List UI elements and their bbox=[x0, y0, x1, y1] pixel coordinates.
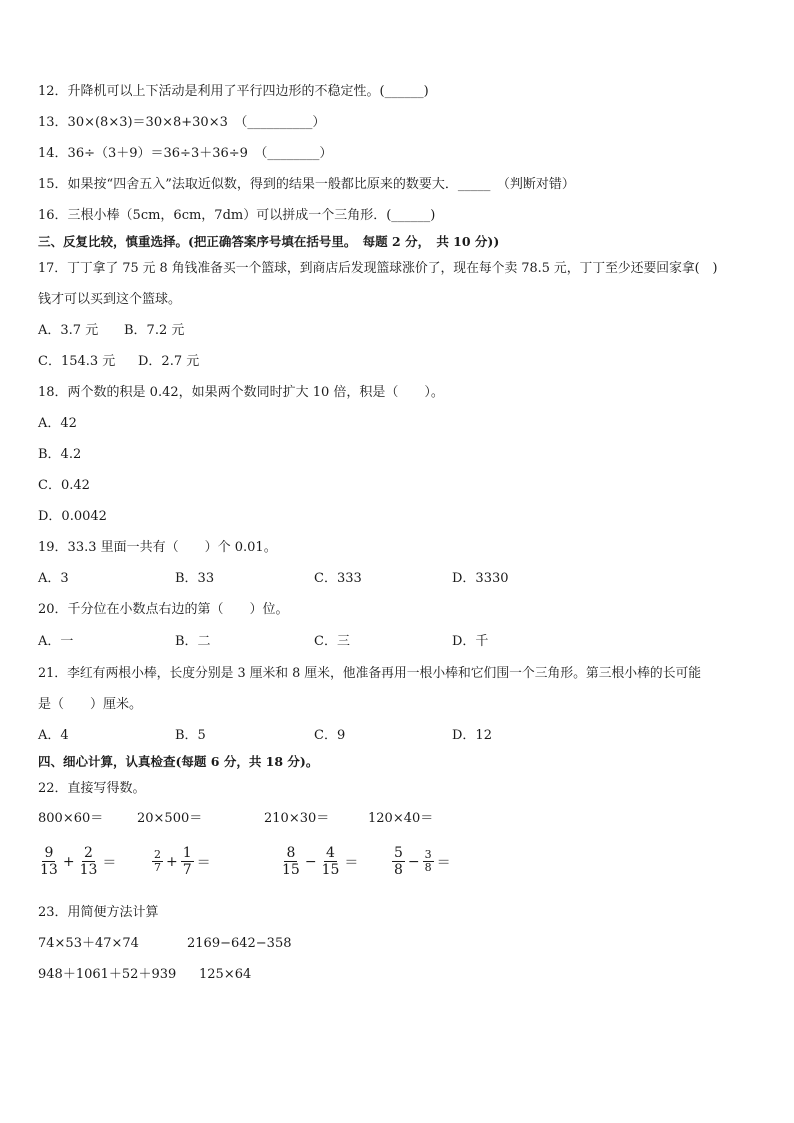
fraction: $\frac{4}{15}$ bbox=[321, 845, 340, 878]
question-13: 13．30×(8×3)＝30×8+30×3 （__________） bbox=[38, 115, 326, 130]
q18-option-c: C．0.42 bbox=[38, 478, 90, 493]
q22-expr-4: 120×40＝ bbox=[368, 811, 434, 826]
question-14: 14．36÷（3＋9）＝36÷3＋36÷9 （________） bbox=[38, 146, 333, 161]
question-15: 15．如果按“四舍五入”法取近似数，得到的结果一般都比原来的数要大．_____ （判断对错） bbox=[38, 177, 575, 192]
q19-option-d: D．3330 bbox=[452, 571, 509, 586]
q17-option-c: C．154.3 元 bbox=[38, 354, 116, 369]
q22-expr-1: 800×60＝ bbox=[38, 811, 104, 826]
question-19: 19．33.3 里面一共有（ ）个 0.01。 bbox=[38, 540, 277, 555]
question-12: 12．升降机可以上下活动是利用了平行四边形的不稳定性。(______) bbox=[38, 84, 429, 99]
question-18: 18．两个数的积是 0.42，如果两个数同时扩大 10 倍，积是（ ）。 bbox=[38, 385, 444, 400]
q21-option-a: A．4 bbox=[38, 728, 69, 743]
fraction: $\frac{8}{15}$ bbox=[282, 845, 300, 878]
q18-option-a: A．42 bbox=[38, 416, 77, 431]
question-20: 20．千分位在小数点右边的第（ ）位。 bbox=[38, 602, 289, 617]
question-22: 22．直接写得数。 bbox=[38, 781, 146, 796]
q21-option-c: C．9 bbox=[314, 728, 346, 743]
q21-option-b: B．5 bbox=[175, 728, 206, 743]
question-16: 16．三根小棒（5cm，6cm，7dm）可以拼成一个三角形．(______) bbox=[38, 208, 436, 223]
q23-expr-4: 125×64 bbox=[199, 967, 252, 982]
q22-fraction-expr-2: $\frac{2}{7}$ + $\frac{1}{7}$ ＝ bbox=[154, 845, 211, 878]
section-3-heading: 三、反复比较，慎重选择。(把正确答案序号填在括号里。 每题 2 分， 共 10 分)) bbox=[38, 234, 500, 249]
question-21-line-1: 21．李红有两根小棒，长度分别是 3 厘米和 8 厘米，他准备再用一根小棒和它们围一个三角形。第三根小棒的长可能 bbox=[38, 666, 702, 681]
q22-fraction-expr-4: $\frac{5}{8}$ − $\frac{3}{8}$ ＝ bbox=[394, 845, 451, 878]
fraction: $\frac{1}{7}$ bbox=[182, 845, 192, 878]
q17-option-b: B．7.2 元 bbox=[124, 323, 185, 338]
fraction: $\frac{3}{8}$ bbox=[424, 848, 432, 874]
question-23: 23．用简便方法计算 bbox=[38, 905, 159, 920]
q20-option-c: C．三 bbox=[314, 634, 350, 649]
q19-option-b: B．33 bbox=[175, 571, 215, 586]
q17-option-d: D．2.7 元 bbox=[138, 354, 200, 369]
q18-option-b: B．4.2 bbox=[38, 447, 82, 462]
fraction: $\frac{5}{8}$ bbox=[394, 845, 403, 878]
q22-expr-2: 20×500＝ bbox=[137, 811, 203, 826]
q19-option-a: A．3 bbox=[38, 571, 69, 586]
q22-fraction-expr-3: $\frac{8}{15}$ − $\frac{4}{15}$ ＝ bbox=[282, 845, 359, 878]
q20-option-d: D．千 bbox=[452, 634, 489, 649]
q20-option-b: B．二 bbox=[175, 634, 211, 649]
q23-expr-1: 74×53＋47×74 bbox=[38, 936, 139, 951]
q23-expr-3: 948＋1061＋52＋939 bbox=[38, 967, 177, 982]
question-17-line-1: 17．丁丁拿了 75 元 8 角钱准备买一个篮球，到商店后发现篮球涨价了，现在每个卖 78.5 元，丁丁至少还要回家拿( ) bbox=[38, 261, 718, 276]
q19-option-c: C．333 bbox=[314, 571, 362, 586]
section-4-heading: 四、细心计算，认真检查(每题 6 分，共 18 分)。 bbox=[38, 754, 319, 769]
q17-option-a: A．3.7 元 bbox=[38, 323, 99, 338]
q21-option-d: D．12 bbox=[452, 728, 492, 743]
question-17-line-2: 钱才可以买到这个篮球。 bbox=[38, 292, 182, 307]
q18-option-d: D．0.0042 bbox=[38, 509, 107, 524]
fraction: $\frac{2}{13}$ bbox=[79, 845, 98, 878]
q20-option-a: A．一 bbox=[38, 634, 74, 649]
q22-fraction-expr-1: $\frac{9}{13}$ + $\frac{2}{13}$ ＝ bbox=[40, 845, 117, 878]
fraction: $\frac{2}{7}$ bbox=[154, 848, 161, 874]
question-21-line-2: 是（ ）厘米。 bbox=[38, 697, 143, 712]
q22-expr-3: 210×30＝ bbox=[264, 811, 330, 826]
fraction: $\frac{9}{13}$ bbox=[40, 845, 58, 878]
q23-expr-2: 2169−642−358 bbox=[187, 936, 292, 951]
